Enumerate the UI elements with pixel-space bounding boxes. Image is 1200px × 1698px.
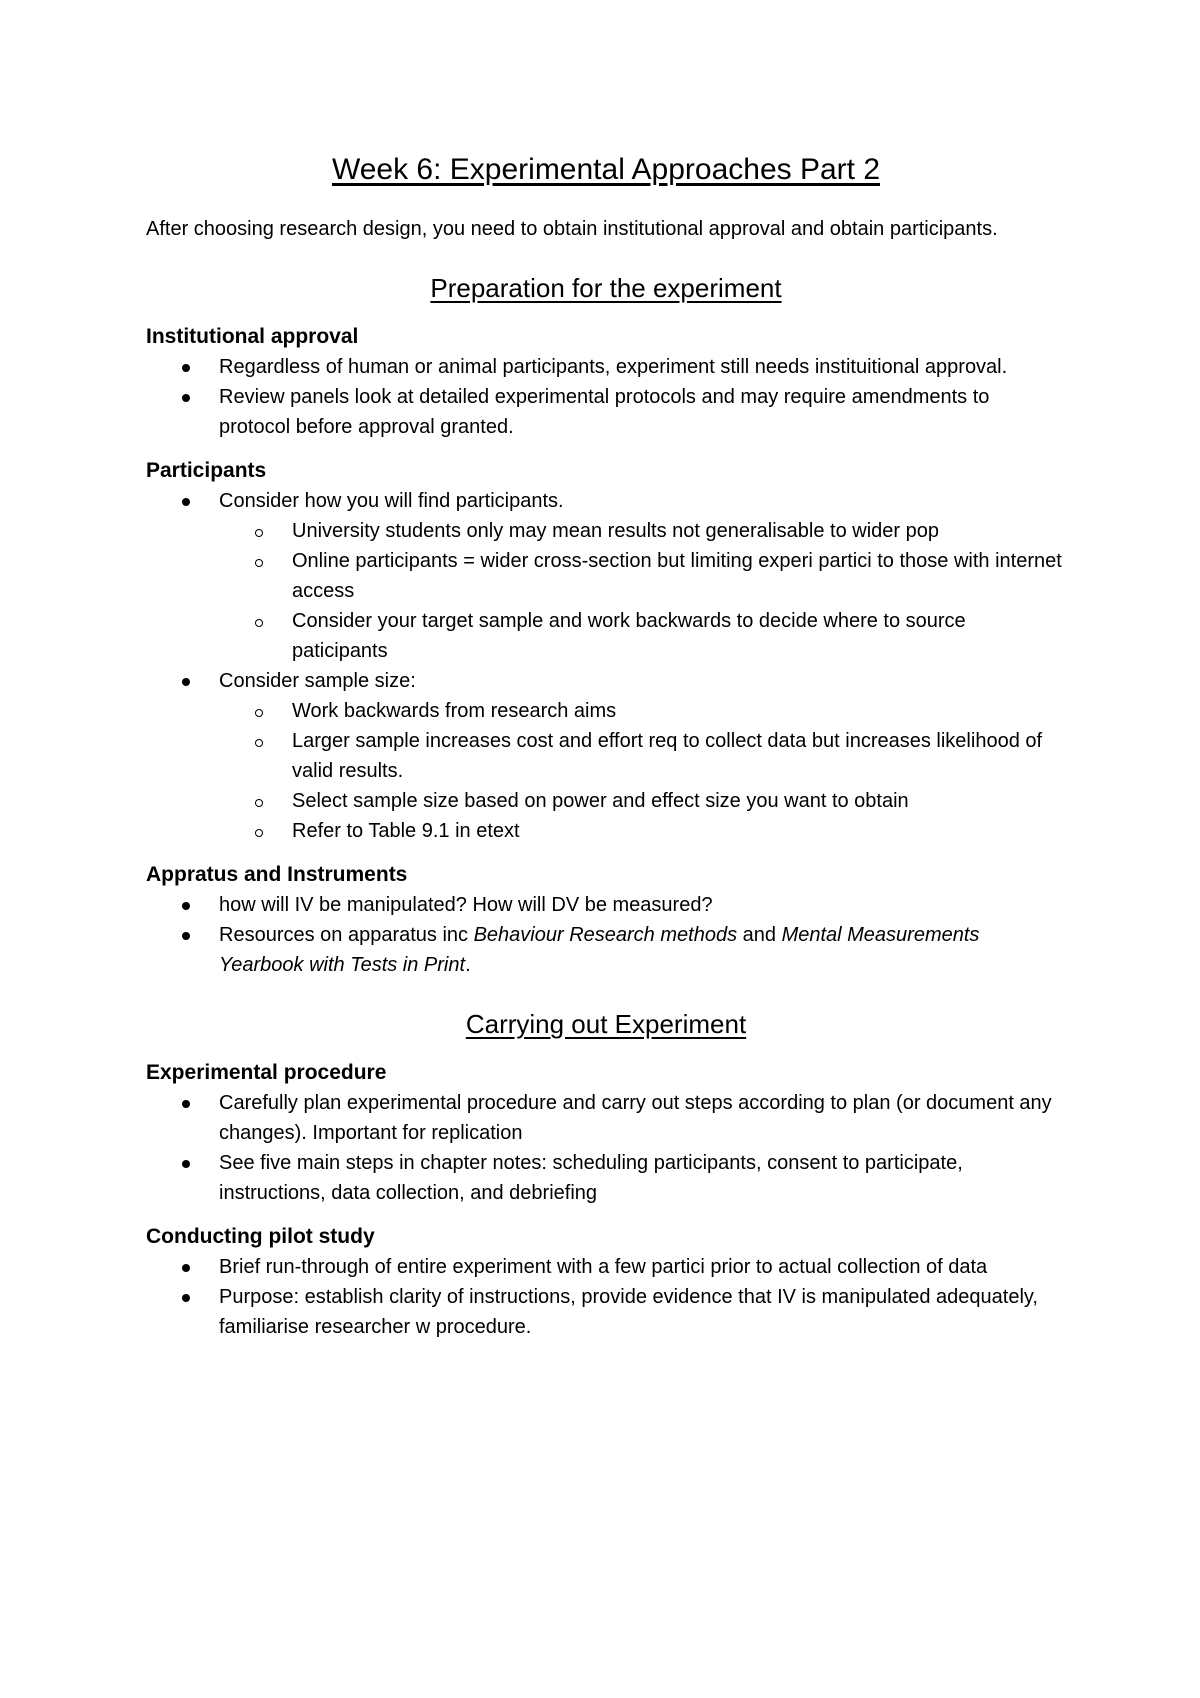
bullet-dot-icon: [182, 932, 190, 940]
document-content: [146, 146, 1066, 1356]
hollow-bullet-icon: [255, 529, 263, 537]
hollow-bullet-icon: [255, 559, 263, 567]
subsection-participants: [146, 456, 1066, 846]
hollow-bullet-icon: [255, 799, 263, 807]
bullet-dot-icon: [182, 498, 190, 506]
subsection-apparatus: [146, 860, 1066, 980]
sub-list-item-text: Consider your target sample and work backwards to decide where to source paticipants: [292, 610, 966, 662]
hollow-bullet-icon: [255, 619, 263, 627]
hollow-bullet-icon: [255, 829, 263, 837]
list-item-text: how will IV be manipulated? How will DV be measured?: [219, 894, 713, 916]
list-item: [146, 890, 1066, 920]
list-item: [146, 486, 1066, 666]
section-title-preparation: Preparation for the experiment: [430, 273, 782, 303]
list-item-text: Carefully plan experimental procedure and carry out steps according to plan (or document any changes). Important for replication: [219, 1092, 1052, 1144]
hollow-bullet-icon: [255, 739, 263, 747]
subsection-heading: Participants: [146, 459, 267, 482]
list-item-text: Brief run-through of entire experiment with a few partici prior to actual collection of data: [219, 1256, 988, 1278]
sub-bullet-list: [219, 516, 1066, 666]
sub-list-item: [219, 546, 1066, 606]
hollow-bullet-icon: [255, 709, 263, 717]
bullet-dot-icon: [182, 394, 190, 402]
sub-list-item-text: Select sample size based on power and effect size you want to obtain: [292, 790, 909, 812]
italic-title: Behaviour Research methods: [473, 924, 738, 946]
bullet-list: [146, 486, 1066, 846]
bullet-dot-icon: [182, 902, 190, 910]
subsection-experimental-procedure: [146, 1058, 1066, 1208]
sub-list-item: [219, 696, 1066, 726]
sub-list-item-text: University students only may mean results not generalisable to wider pop: [292, 520, 939, 542]
bullet-dot-icon: [182, 364, 190, 372]
list-item-text: Consider how you will find participants.: [219, 490, 564, 512]
bullet-dot-icon: [182, 1100, 190, 1108]
list-item: [146, 382, 1066, 442]
list-item-text: Consider sample size:: [219, 670, 416, 692]
subsection-heading: Conducting pilot study: [146, 1225, 375, 1248]
list-item: [146, 1282, 1066, 1342]
sub-list-item: [219, 816, 1066, 846]
subsection-institutional-approval: [146, 322, 1066, 442]
list-item-text: Purpose: establish clarity of instructions, provide evidence that IV is manipulated adequately, familiarise researcher w procedure.: [219, 1286, 1038, 1338]
subsection-heading: Institutional approval: [146, 325, 359, 348]
list-item: [146, 920, 1066, 980]
bullet-list: [146, 1252, 1066, 1342]
italic-title: Mental Measurements Yearbook with Tests in Print: [219, 924, 980, 976]
subsection-heading: Appratus and Instruments: [146, 863, 408, 886]
list-item-text: Regardless of human or animal participants, experiment still needs instituitional approval.: [219, 356, 1008, 378]
sub-list-item-text: Online participants = wider cross-section but limiting experi partici to those with internet access: [292, 550, 1062, 602]
sub-list-item: [219, 726, 1066, 786]
intro-paragraph: After choosing research design, you need to obtain institutional approval and obtain participants.: [146, 218, 998, 240]
subsection-heading: Experimental procedure: [146, 1061, 387, 1084]
sub-list-item-text: Refer to Table 9.1 in etext: [292, 820, 520, 842]
sub-list-item: [219, 606, 1066, 666]
list-item-text-middle: and: [737, 924, 782, 946]
sub-list-item: [219, 516, 1066, 546]
list-item-text: See five main steps in chapter notes: scheduling participants, consent to participate, instructions, data collection, and debriefing: [219, 1152, 963, 1204]
bullet-list: [146, 352, 1066, 442]
bullet-dot-icon: [182, 1294, 190, 1302]
section-title-carrying-out: Carrying out Experiment: [465, 1009, 747, 1039]
bullet-dot-icon: [182, 1264, 190, 1272]
list-item-text-prefix: Resources on apparatus inc: [219, 924, 474, 946]
bullet-list: [146, 890, 1066, 980]
sub-bullet-list: [219, 696, 1066, 846]
list-item: [146, 1148, 1066, 1208]
sub-list-item-text: Larger sample increases cost and effort req to collect data but increases likelihood of valid results.: [292, 730, 1043, 782]
list-item: [146, 352, 1066, 382]
list-item: [146, 1252, 1066, 1282]
page-title: Week 6: Experimental Approaches Part 2: [331, 153, 881, 186]
subsection-pilot-study: [146, 1222, 1066, 1342]
sub-list-item: [219, 786, 1066, 816]
list-item-text-suffix: .: [465, 954, 471, 976]
bullet-list: [146, 1088, 1066, 1208]
sub-list-item-text: Work backwards from research aims: [292, 700, 617, 722]
list-item-text: Review panels look at detailed experimental protocols and may require amendments to protocol before approval granted.: [219, 386, 990, 438]
bullet-dot-icon: [182, 678, 190, 686]
list-item: [146, 666, 1066, 846]
list-item: [146, 1088, 1066, 1148]
bullet-dot-icon: [182, 1160, 190, 1168]
